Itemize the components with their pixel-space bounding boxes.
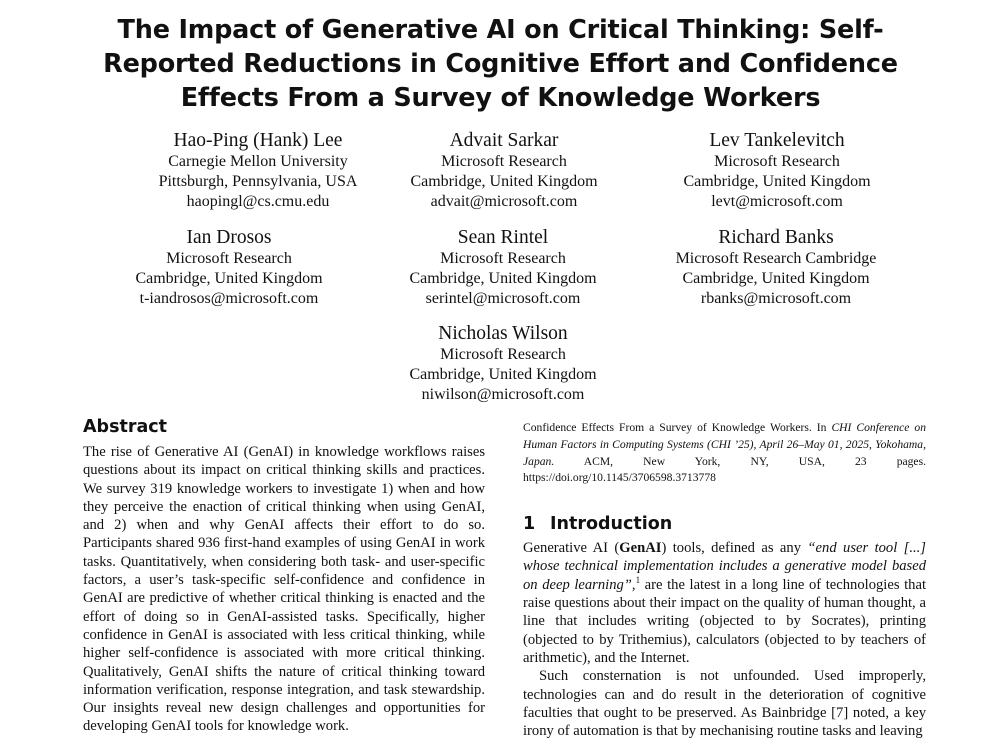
author-card	[79, 227, 379, 309]
author-name: Ian Drosos	[186, 227, 272, 248]
author-name: Richard Banks	[718, 227, 834, 248]
text-run-bold: GenAI	[619, 540, 662, 557]
reference-venue: CHI Conference on Human Factors in Computing Systems (CHI ’25), April 26–May 01, 2025, Yokohama, Japan.	[523, 421, 926, 468]
intro-paragraph-1	[523, 539, 926, 667]
abstract-heading: Abstract	[83, 417, 168, 437]
author-name: Hao-Ping (Hank) Lee	[173, 130, 343, 151]
author-location: Cambridge, United Kingdom	[409, 270, 597, 287]
introduction-heading	[523, 513, 926, 535]
author-location: Pittsburgh, Pennsylvania, USA	[158, 173, 358, 190]
text-run: ) tools, defined as any	[661, 540, 808, 557]
author-name: Lev Tankelevitch	[709, 130, 845, 151]
author-name: Sean Rintel	[457, 227, 549, 248]
author-email: levt@microsoft.com	[711, 193, 843, 210]
author-email: haopingl@cs.cmu.edu	[186, 193, 330, 210]
author-card	[353, 323, 653, 405]
author-location: Cambridge, United Kingdom	[683, 173, 871, 190]
author-affiliation: Microsoft Research Cambridge	[675, 250, 877, 267]
author-email: rbanks@microsoft.com	[700, 290, 852, 307]
author-card	[353, 227, 653, 309]
text-run: are the latest in a long line of technologies that raise questions about their impact on the quality of human thought, a line that includes writing (objected to by Socrates), printing (objected to by Trithemius), calculators (objected to by teachers of arithmetic), and the Internet.	[523, 576, 926, 666]
acm-reference	[523, 420, 926, 487]
author-affiliation: Microsoft Research	[440, 250, 566, 267]
author-name: Nicholas Wilson	[438, 323, 568, 344]
reference-prefix: Confidence Effects From a Survey of Knowledge Workers. In	[523, 421, 832, 434]
author-location: Cambridge, United Kingdom	[409, 366, 597, 383]
abstract-section	[83, 416, 485, 736]
author-email: t-iandrosos@microsoft.com	[139, 290, 319, 307]
author-location: Cambridge, United Kingdom	[682, 270, 870, 287]
paper-title: The Impact of Generative AI on Critical Thinking: Self-Reported Reductions in Cognitive Effort and Confidence Effects From a Survey of Knowledge Workers	[103, 15, 898, 113]
author-affiliation: Carnegie Mellon University	[168, 153, 348, 170]
author-affiliation: Microsoft Research	[166, 250, 292, 267]
author-location: Cambridge, United Kingdom	[135, 270, 323, 287]
author-location: Cambridge, United Kingdom	[410, 173, 598, 190]
author-card	[627, 130, 927, 212]
author-email: advait@microsoft.com	[430, 193, 578, 210]
footnote-marker[interactable]: 1	[635, 574, 641, 585]
author-name: Advait Sarkar	[449, 130, 559, 151]
right-column	[523, 420, 926, 740]
author-card	[626, 227, 926, 309]
author-email: niwilson@microsoft.com	[421, 386, 585, 403]
author-email: serintel@microsoft.com	[425, 290, 581, 307]
quoted-definition: “end user tool [...] whose technical implementation includes a generative model based on deep learning”	[523, 540, 926, 593]
author-card	[354, 130, 654, 212]
abstract-text: The rise of Generative AI (GenAI) in knowledge workflows raises questions about its impact on critical thinking skills and practices. We survey 319 knowledge workers to investigate 1) when and how they perceive the enaction of critical thinking when using GenAI, and 2) when and why GenAI affects their effort to do so. Participants shared 936 first-hand examples of using GenAI in work tasks. Quantitatively, when considering both task- and user-specific factors, a user’s task-specific self-confidence and confidence in GenAI are predictive of whether critical thinking is enacted and the effort of doing so in GenAI-assisted tasks. Specifically, higher confidence in GenAI is associated with less critical thinking, while higher self-confidence is associated with more critical thinking. Qualitatively, GenAI shifts the nature of critical thinking toward information verification, response integration, and task stewardship. Our insights reveal new design challenges and opportunities for developing GenAI tools for knowledge work.	[83, 444, 485, 735]
section-title: Introduction	[550, 514, 673, 535]
author-affiliation: Microsoft Research	[441, 153, 567, 170]
text-run: ,	[631, 576, 636, 593]
reference-suffix: ACM, New York, NY, USA, 23 pages. https://doi.org/10.1145/3706598.3713778	[523, 454, 926, 485]
intro-paragraph-2: Such consternation is not unfounded. Used improperly, technologies can and do result in the deterioration of cognitive faculties that ought to be preserved. As Bainbridge [7] noted, a key irony of automation is that by mechanising routine tasks and leaving	[523, 668, 926, 740]
text-run: Generative AI (	[523, 540, 620, 557]
author-affiliation: Microsoft Research	[714, 153, 840, 170]
section-number: 1	[523, 514, 536, 535]
author-affiliation: Microsoft Research	[440, 346, 566, 363]
